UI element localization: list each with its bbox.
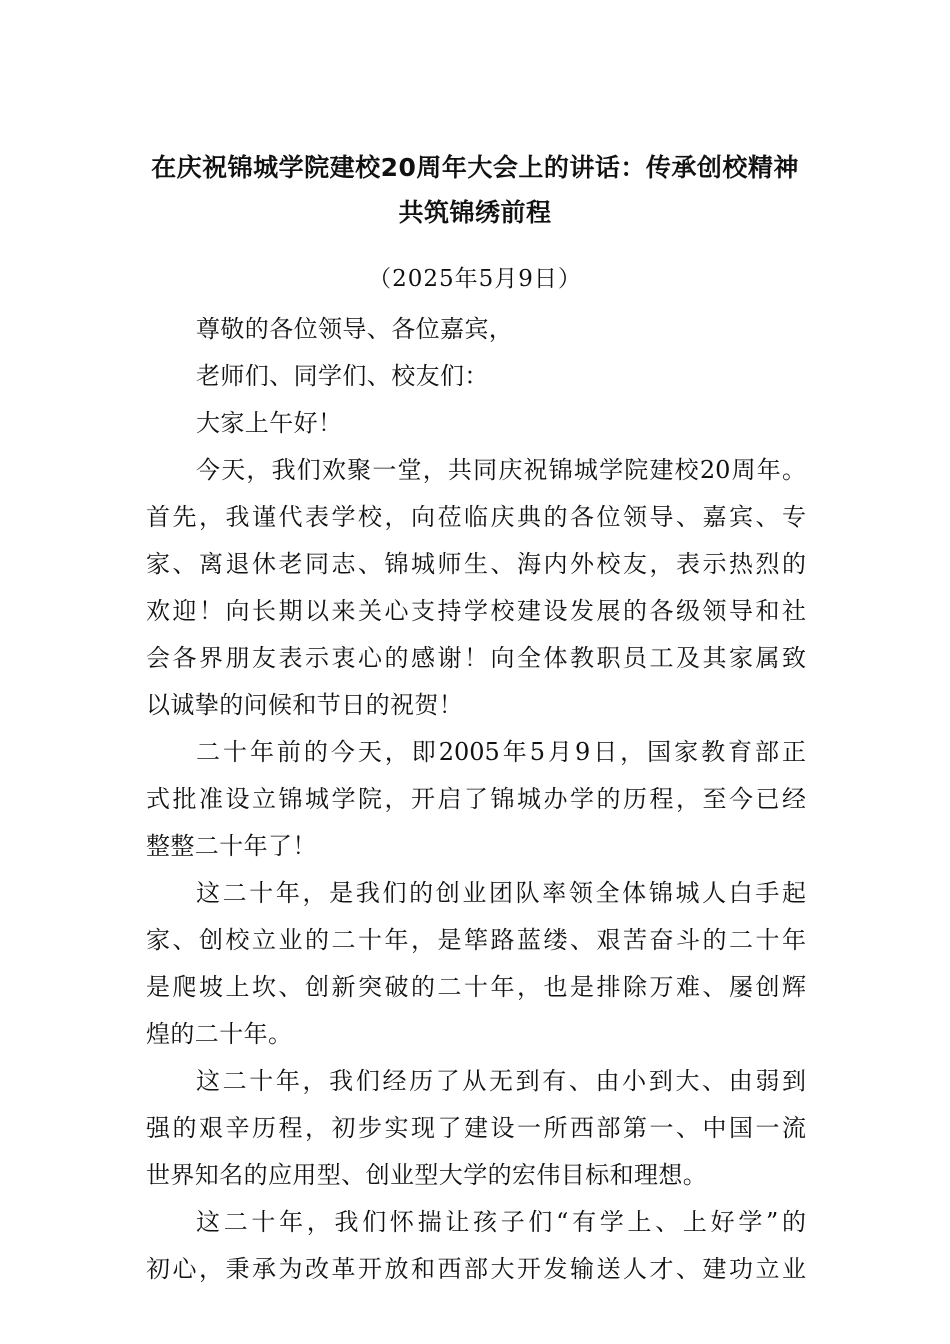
paragraph-line: 是爬坡上坎、创新突破的二十年，也是排除万难、屡创辉 — [146, 973, 806, 1001]
greeting-line: 大家上午好！ — [196, 409, 343, 437]
paragraph-line: 欢迎！向长期以来关心支持学校建设发展的各级领导和社 — [146, 597, 806, 625]
speech-date: （2025年5月9日） — [368, 266, 582, 292]
paragraph-line: 煌的二十年。 — [146, 1020, 293, 1048]
salutation-line: 老师们、同学们、校友们： — [196, 362, 489, 390]
paragraph-line: 首先，我谨代表学校，向莅临庆典的各位领导、嘉宾、专 — [146, 503, 806, 531]
paragraph-line: 家、离退休老同志、锦城师生、海内外校友，表示热烈的 — [146, 550, 806, 578]
speech-title-line-2: 共筑锦绣前程 — [398, 198, 552, 227]
paragraph-line: 会各界朋友表示衷心的感谢！向全体教职员工及其家属致 — [146, 644, 806, 672]
paragraph-line: 今天，我们欢聚一堂，共同庆祝锦城学院建校20周年。 — [196, 456, 806, 484]
paragraph-line: 这二十年，我们经历了从无到有、由小到大、由弱到 — [196, 1067, 806, 1095]
paragraph-line: 家、创校立业的二十年，是筚路蓝缕、艰苦奋斗的二十年 — [146, 926, 806, 954]
speech-title-line-1: 在庆祝锦城学院建校20周年大会上的讲话：传承创校精神 — [151, 153, 799, 182]
speech-body — [146, 306, 806, 1293]
paragraph-line: 世界知名的应用型、创业型大学的宏伟目标和理想。 — [146, 1161, 708, 1189]
paragraph-line: 初心，秉承为改革开放和西部大开发输送人才、建功立业 — [146, 1255, 806, 1283]
paragraph-line: 整整二十年了！ — [146, 832, 317, 860]
salutation-line: 尊敬的各位领导、各位嘉宾， — [196, 315, 514, 343]
paragraph-line: 这二十年，是我们的创业团队率领全体锦城人白手起 — [196, 879, 806, 907]
paragraph-line: 二十年前的今天，即2005年5月9日，国家教育部正 — [196, 738, 806, 766]
paragraph-line: 这二十年，我们怀揣让孩子们“有学上、上好学”的 — [196, 1208, 806, 1236]
paragraph-line: 以诚挚的问候和节日的祝贺！ — [146, 691, 464, 719]
paragraph-line: 强的艰辛历程，初步实现了建设一所西部第一、中国一流 — [146, 1114, 806, 1142]
paragraph-line: 式批准设立锦城学院，开启了锦城办学的历程，至今已经 — [146, 785, 806, 813]
